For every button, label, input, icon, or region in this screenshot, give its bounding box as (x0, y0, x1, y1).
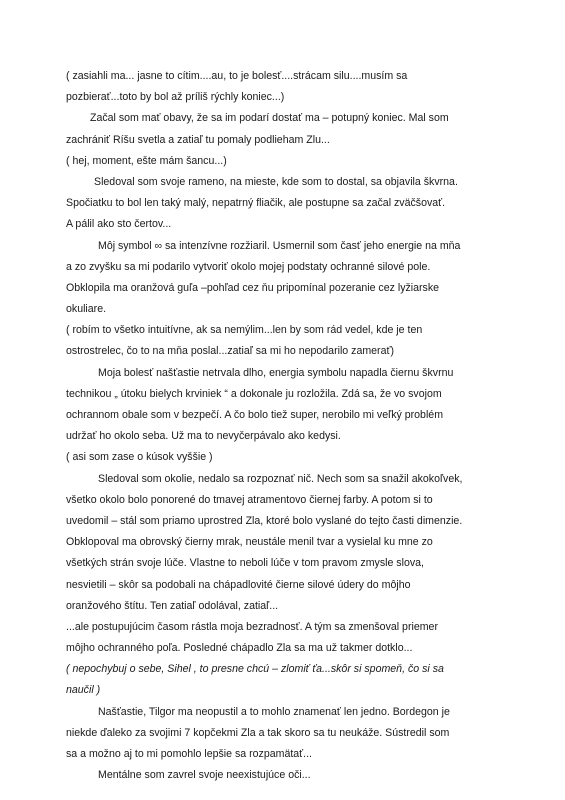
text-line: uvedomil – stál som priamo uprostred Zla, ktoré bolo vyslané do tejto časti dimenzie. (66, 514, 463, 527)
text-line: naučil ) (66, 684, 101, 697)
text-line: ( asi som zase o kúsok vyššie ) (66, 451, 213, 464)
text-line: oranžového štítu. Ten zatiaľ odolával, zatiaľ... (66, 599, 279, 612)
text-line: Spočiatku to bol len taký malý, nepatrný fliačik, ale postupne sa začal zväčšovať. (66, 197, 446, 210)
text-line: Začal som mať obavy, že sa im podarí dostať ma – potupný koniec. Mal som (90, 112, 449, 125)
text-line: ( robím to všetko intuitívne, ak sa nemýlim...len by som rád vedel, kde je ten (66, 324, 423, 337)
text-line: všetkých strán svoje lúče. Vlastne to neboli lúče v tom pravom zmysle slova, (66, 557, 424, 570)
text-line: môjho ochranného poľa. Posledné chápadlo Zla sa ma už takmer dotklo... (66, 642, 413, 655)
text-line: Moja bolesť našťastie netrvala dlho, energia symbolu napadla čiernu škvrnu (98, 366, 454, 379)
text-line: Sledoval som okolie, nedalo sa rozpoznať nič. Nech som sa snažil akokoľvek, (98, 472, 463, 485)
text-line: Sledoval som svoje rameno, na mieste, kde som to dostal, sa objavila škvrna. (94, 175, 458, 188)
text-line: niekde ďaleko za svojimi 7 kopčekmi Zla a tak skoro sa tu neukáže. Sústredil som (66, 726, 450, 739)
text-line: ( hej, moment, ešte mám šancu...) (66, 154, 227, 167)
text-line: ochrannom obale som v bezpečí. A čo bolo tiež super, nerobilo mi veľký problém (66, 409, 444, 421)
text-line: a zo zvyšku sa mi podarilo vytvoriť okolo mojej podstaty ochranné silové pole. (66, 260, 431, 273)
text-line: Obklopila ma oranžová guľa –pohľad cez ňu pripomínal pozeranie cez lyžiarske (66, 281, 440, 294)
text-line: Našťastie, Tilgor ma neopustil a to mohlo znamenať len jedno. Bordegon je (98, 705, 450, 718)
text-line: nesvietili – skôr sa podobali na chápadlovité čierne silové údery do môjho (66, 578, 411, 591)
text-line: udržať ho okolo seba. Už ma to nevyčerpávalo ako kedysi. (66, 430, 341, 443)
body-text (66, 66, 506, 786)
text-line: pozbierať...toto by bol až príliš rýchly koniec...) (66, 91, 285, 104)
text-line: Mentálne som zavrel svoje neexistujúce oči... (98, 769, 311, 782)
text-line: Môj symbol ∞ sa intenzívne rozžiaril. Usmernil som časť jeho energie na mňa (98, 239, 461, 252)
text-line: sa a možno aj to mi pomohlo lepšie sa rozpamätať... (66, 748, 312, 760)
text-line: okuliare. (66, 303, 107, 316)
text-line: ostrostrelec, čo to na mňa poslal...zatiaľ sa mi ho nepodarilo zamerať) (66, 345, 394, 358)
text-line: všetko okolo bolo ponorené do tmavej atramentovo čiernej farby. A potom si to (66, 493, 433, 506)
text-line: ...ale postupujúcim časom rástla moja bezradnosť. A tým sa zmenšoval priemer (66, 620, 438, 633)
text-line: technikou „ útoku bielych krviniek “ a dokonale ju rozložila. Zdá sa, že vo svojom (66, 387, 442, 400)
text-line: ( zasiahli ma... jasne to cítim....au, to je bolesť....strácam silu....musím sa (66, 70, 408, 82)
text-line: Obklopoval ma obrovský čierny mrak, neustále menil tvar a vysielal ku mne zo (66, 536, 433, 549)
text-line: A pálil ako sto čertov... (66, 218, 172, 231)
text-line: zachrániť Ríšu svetla a zatiaľ tu pomaly podlieham Zlu... (66, 133, 330, 146)
text-line: ( nepochybuj o sebe, Sihel , to presne chcú – zlomiť ťa...skôr si spomeň, čo si sa (66, 663, 444, 676)
